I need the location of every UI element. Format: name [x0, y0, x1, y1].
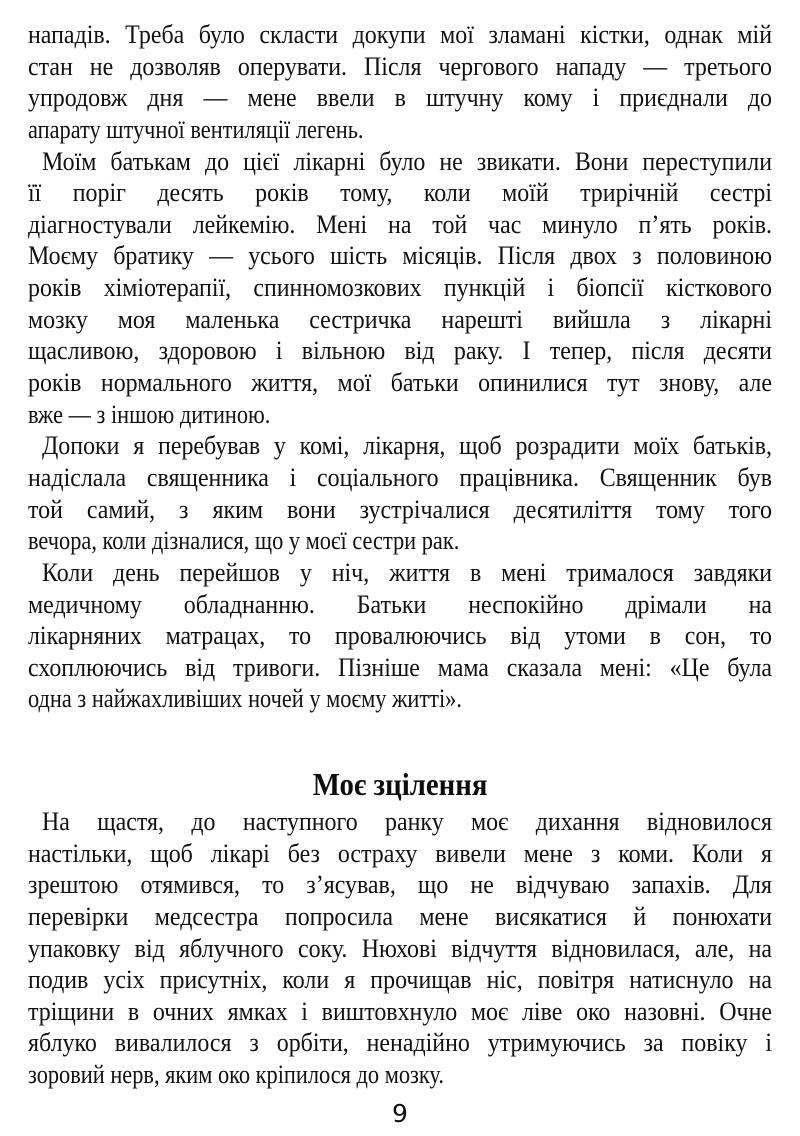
section-heading-text: Моє зцілення — [312, 765, 488, 802]
text-line — [28, 996, 772, 1028]
text-line — [28, 806, 772, 838]
text-line — [28, 683, 772, 715]
text-line-content: упаковку від яблучного соку. Нюхові відчуття відновилася, але, на — [28, 933, 772, 963]
text-line — [28, 272, 772, 304]
text-line-content: вечора, коли дізналися, що у моєї сестри рак. — [28, 526, 460, 556]
text-line-content: яблуко вивалилося з орбіти, ненадійно утримуючись за повіку і — [28, 1028, 772, 1058]
text-line — [28, 652, 772, 684]
text-line — [28, 494, 772, 526]
text-line-content: одна з найжахливіших ночей у моєму житті». — [28, 684, 462, 714]
text-line — [28, 209, 772, 241]
text-line — [28, 933, 772, 965]
text-line — [28, 589, 772, 621]
text-line — [28, 399, 772, 431]
text-line — [28, 146, 772, 178]
text-line — [28, 901, 772, 933]
text-line-content: схоплюючись від тривоги. Пізніше мама сказала мені: «Це була — [28, 652, 772, 682]
text-line — [28, 1059, 772, 1091]
text-line — [28, 557, 772, 589]
body-text-bottom — [28, 806, 772, 1091]
section-heading — [0, 765, 800, 803]
text-line — [28, 869, 772, 901]
body-text-top — [28, 19, 772, 715]
text-line-content: нападів. Треба було скласти докупи мої зламані кістки, однак мій — [28, 20, 772, 49]
text-line — [28, 430, 772, 462]
text-line — [28, 82, 772, 114]
text-line — [28, 335, 772, 367]
text-line-content: На щастя, до наступного ранку моє дихання відновилося — [41, 807, 772, 836]
text-line-content: діагностували лейкемію. Мені на той час минуло п’ять років. — [28, 209, 772, 239]
text-line — [28, 525, 772, 557]
text-line-content: щасливою, здоровою і вільною від раку. І тепер, після десяти — [28, 336, 772, 366]
text-line-content: лікарняних матрацах, то провалюючись від утоми в сон, то — [28, 621, 772, 651]
text-line-content: Моїм батькам до цієї лікарні було не звикати. Вони переступили — [41, 146, 772, 176]
text-line-content: тріщини в очних ямках і виштовхнуло моє ліве око назовні. Очне — [28, 996, 772, 1026]
text-line-content: упродовж дня — мене ввели в штучну кому і приєднали до — [28, 83, 772, 113]
text-line-content: перевірки медсестра попросила мене висякатися й понюхати — [28, 901, 772, 931]
text-line — [28, 304, 772, 336]
text-line-content: той самий, з яким вони зустрічалися десятиліття тому того — [28, 494, 772, 524]
text-line — [28, 1027, 772, 1059]
text-line-content: настільки, щоб лікарі без остраху вивели мене з коми. Коли я — [28, 838, 772, 868]
text-line — [28, 177, 772, 209]
text-line-content: мозку моя маленька сестричка нарешті вийшла з лікарні — [28, 304, 772, 334]
text-line-content: зрештою отямився, то з’ясував, що не відчуваю запахів. Для — [28, 870, 772, 900]
text-line — [28, 114, 772, 146]
text-line-content: Моєму братику — усього шість місяців. Після двох з половиною — [28, 241, 772, 271]
text-line-content: зоровий нерв, яким око кріпилося до мозку. — [28, 1060, 444, 1090]
text-line — [28, 240, 772, 272]
text-line-content: Допоки я перебував у комі, лікарня, щоб розрадити моїх батьків, — [41, 431, 772, 461]
text-line — [28, 51, 772, 83]
page-number: 9 — [392, 1099, 408, 1128]
text-line-content: надіслала священника і соціального працівника. Священник був — [28, 462, 772, 492]
text-line-content: Коли день перейшов у ніч, життя в мені трималося завдяки — [41, 557, 772, 587]
text-line-content: апарату штучної вентиляції легень. — [28, 114, 364, 144]
text-line — [28, 19, 772, 51]
text-line-content: вже — з іншою дитиною. — [28, 399, 271, 429]
text-line-content: її поріг десять років тому, коли моїй трирічній сестрі — [28, 178, 772, 208]
text-line — [28, 838, 772, 870]
text-line-content: років нормального життя, мої батьки опинилися тут знову, але — [28, 368, 772, 398]
text-line — [28, 367, 772, 399]
text-line — [28, 462, 772, 494]
text-line-content: подив усіх присутніх, коли я прочищав ніс, повітря натиснуло на — [28, 965, 772, 995]
text-line-content: років хіміотерапії, спинномозкових пункцій і біопсії кісткового — [28, 273, 772, 303]
text-line-content: стан не дозволяв оперувати. Після чергового нападу — третього — [28, 51, 772, 81]
text-line — [28, 964, 772, 996]
text-line — [28, 620, 772, 652]
text-line-content: медичному обладнанню. Батьки неспокійно дрімали на — [28, 589, 772, 619]
